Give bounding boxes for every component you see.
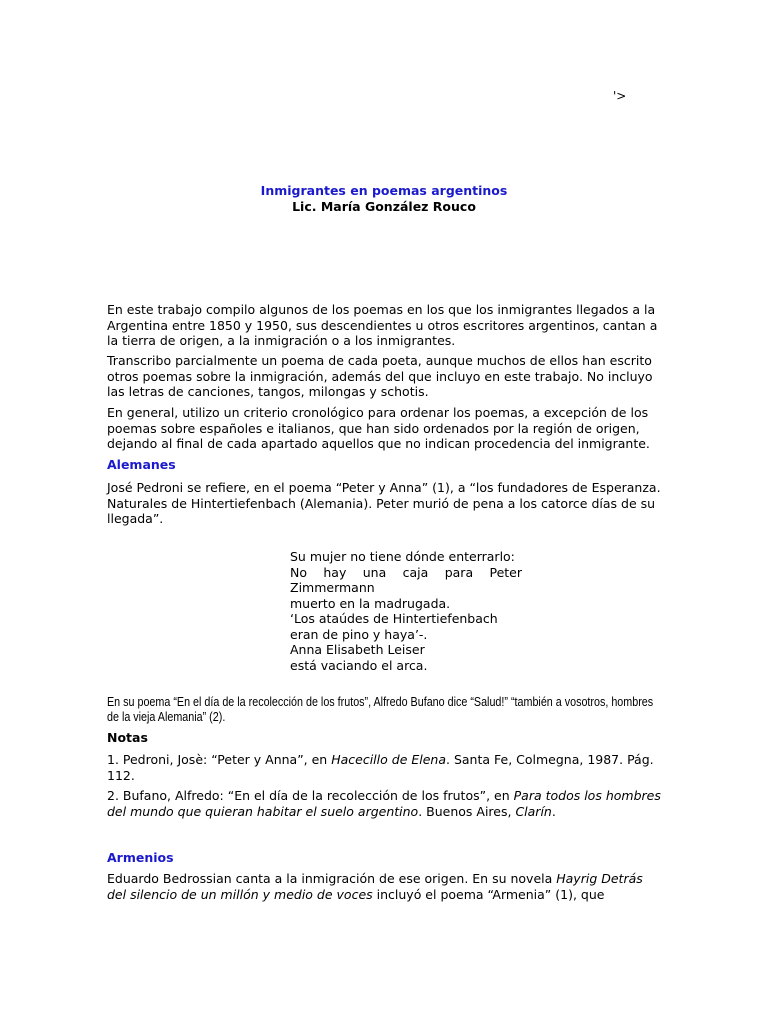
poem-line: Zimmermann [290, 580, 375, 595]
note-2-end: . [551, 803, 556, 819]
poem-line: No hay una caja para Peter [290, 564, 522, 580]
note-1-text: 1. Pedroni, Josè: “Peter y Anna”, en [107, 752, 332, 767]
intro-paragraph-3: En general, utilizo un criterio cronológico para ordenar los poemas, a excepción de los poemas sobre españoles e italianos, que han sido ordenados por la región de origen, dejando al final de cada apartado aquellos que no indican procedencia del inmigrante. [107, 405, 650, 451]
stray-mark: '> [613, 89, 627, 103]
armenios-text: Eduardo Bedrossian canta a la inmigración de ese origen. En su novela [107, 871, 557, 886]
note-2-text: 2. Bufano, Alfredo: “En el día de la recolección de los frutos”, en [107, 788, 514, 803]
title-block [0, 183, 768, 215]
armenios-paragraph [107, 871, 663, 902]
poem-line: está vaciando el arca. [290, 657, 428, 673]
poem-line: ‘Los ataúdes de Hintertiefenbach [290, 611, 498, 626]
note-2-city: . Buenos Aires, [418, 803, 516, 819]
poem-excerpt [290, 549, 522, 673]
document-author: Lic. María González Rouco [292, 199, 476, 214]
poem-line: Anna Elisabeth Leiser [290, 642, 425, 657]
poem-line: muerto en la madrugada. [290, 595, 451, 611]
section-heading-notas: Notas [107, 730, 148, 745]
poem-line: Su mujer no tiene dónde enterrarlo: [290, 549, 515, 564]
note-2-book-title: Para todos los hombres del mundo que quieran habitar el suelo argentino [107, 788, 661, 819]
intro-paragraph-1: En este trabajo compilo algunos de los poemas en los que los inmigrantes llegados a la Argentina entre 1850 y 1950, sus descendientes u otros escritores argentinos, cantan a la tierra de origen, a la inmigración o a los inmigrantes. [107, 302, 658, 348]
note-1-publication: . Santa Fe, Colmegna, 1987. Pág. 112. [107, 752, 654, 783]
armenios-text-end: incluyó el poema “Armenia” (1), que [372, 886, 605, 902]
note-1 [107, 752, 663, 783]
intro-paragraph-2: Transcribo parcialmente un poema de cada poeta, aunque muchos de ellos han escrito otros poemas sobre la inmigración, además del que incluyo en este trabajo. No incluyo las letras de canciones, tangos, milongas y schotis. [107, 353, 653, 399]
bufano-paragraph: En su poema “En el día de la recolección de los frutos”, Alfredo Bufano dice “Salud!” “también a vosotros, hombres de la vieja Alemania” (2). [107, 695, 654, 724]
armenios-novel-title: Hayrig Detrás del silencio de un millón y medio de voces [107, 871, 643, 902]
section-heading-armenios: Armenios [107, 850, 174, 865]
section-heading-alemanes: Alemanes [107, 457, 176, 472]
alemanes-paragraph: José Pedroni se refiere, en el poema “Peter y Anna” (1), a “los fundadores de Esperanza. Naturales de Hintertiefenbach (Alemania). Peter murió de pena a los catorce días de su llegada”. [107, 480, 661, 526]
poem-line: eran de pino y haya’-. [290, 626, 428, 642]
note-2-publisher: Clarín [515, 803, 552, 819]
note-2 [107, 788, 663, 819]
document-title: Inmigrantes en poemas argentinos [260, 183, 508, 198]
note-1-book-title: Hacecillo de Elena [331, 752, 446, 767]
